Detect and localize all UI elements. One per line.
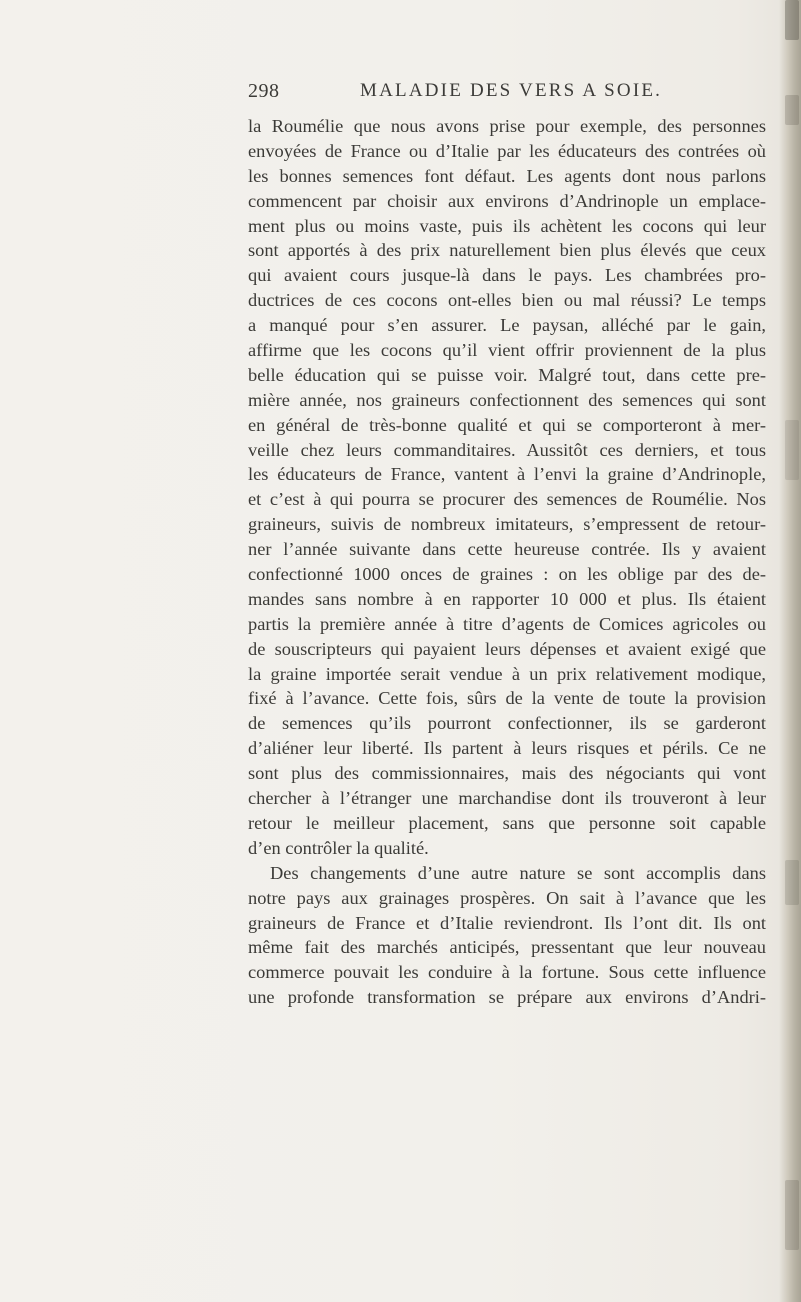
text-line: les bonnes semences font défaut. Les agents dont nous parlons (248, 165, 766, 186)
running-header (248, 80, 768, 110)
text-line: ductrices de ces cocons ont-elles bien ou mal réussi? Le temps (248, 290, 766, 311)
text-line: commerce pouvait les conduire à la fortune. Sous cette influence (248, 962, 766, 983)
text-line: la Roumélie que nous avons prise pour exemple, des personnes (248, 116, 766, 136)
text-line: Des changements d’une autre nature se sont accomplis dans (270, 862, 766, 883)
text-line: a manqué pour s’en assurer. Le paysan, alléché par le gain, (248, 315, 766, 336)
text-line: veille chez leurs commanditaires. Aussitôt ces derniers, et tous (248, 439, 766, 460)
edge-stain (785, 95, 799, 125)
text-line: sont apportés à des prix naturellement bien plus élevés que ceux (248, 240, 766, 261)
text-line: graineurs de France et d’Italie reviendront. Ils l’ont dit. Ils ont (248, 912, 766, 933)
text-line: la graine importée serait vendue à un prix relativement modique, (248, 663, 766, 684)
text-line: chercher à l’étranger une marchandise dont ils trouveront à leur (248, 788, 766, 809)
text-line: partis la première année à titre d’agents de Comices agricoles ou (248, 613, 766, 634)
running-title: MALADIE DES VERS A SOIE. (360, 80, 663, 101)
text-line: commencent par choisir aux environs d’Andrinople un emplace- (248, 190, 766, 211)
text-line: confectionné 1000 onces de graines : on les oblige par des de- (248, 564, 766, 585)
paragraph (248, 114, 766, 861)
page-number: 298 (248, 80, 280, 102)
text-line: de souscripteurs qui payaient leurs dépenses et avaient exigé que (248, 638, 766, 659)
text-line: même fait des marchés anticipés, pressentant que leur nouveau (248, 937, 766, 958)
text-line: mandes sans nombre à en rapporter 10 000 et plus. Ils étaient (248, 588, 766, 609)
text-line: mière année, nos graineurs confectionnent des semences qui sont (248, 389, 766, 410)
text-line: graineurs, suivis de nombreux imitateurs, s’empressent de retour- (248, 514, 766, 535)
text-line: de semences qu’ils pourront confectionner, ils se garderont (248, 713, 766, 734)
text-line: envoyées de France ou d’Italie par les éducateurs des contrées où (248, 140, 766, 161)
text-line: fixé à l’avance. Cette fois, sûrs de la vente de toute la provision (248, 688, 766, 709)
edge-stain (785, 860, 799, 905)
edge-stain (785, 1180, 799, 1250)
text-line: en général de très-bonne qualité et qui se comporteront à mer- (248, 414, 766, 435)
page-edge-shadow (779, 0, 801, 1302)
text-line: d’en contrôler la qualité. (248, 837, 429, 858)
body-text (248, 114, 766, 1010)
text-line: retour le meilleur placement, sans que personne soit capable (248, 812, 766, 833)
text-line: affirme que les cocons qu’il vient offrir proviennent de la plus (248, 340, 766, 361)
text-line: ner l’année suivante dans cette heureuse contrée. Ils y avaient (248, 539, 766, 560)
text-line: d’aliéner leur liberté. Ils partent à leurs risques et périls. Ce ne (248, 738, 766, 759)
text-line: et c’est à qui pourra se procurer des semences de Roumélie. Nos (248, 489, 766, 510)
text-line: qui avaient cours jusque-là dans le pays. Les chambrées pro- (248, 265, 766, 286)
text-line: une profonde transformation se prépare aux environs d’Andri- (248, 987, 766, 1008)
text-line: notre pays aux grainages prospères. On sait à l’avance que les (248, 887, 766, 908)
edge-stain (785, 420, 799, 480)
edge-stain (785, 0, 799, 40)
text-line: les éducateurs de France, vantent à l’envi la graine d’Andrinople, (248, 464, 766, 485)
text-line: sont plus des commissionnaires, mais des négociants qui vont (248, 763, 766, 784)
paragraph (248, 861, 766, 1010)
text-line: belle éducation qui se puisse voir. Malgré tout, dans cette pre- (248, 364, 766, 385)
text-line: ment plus ou moins vaste, puis ils achètent les cocons qui leur (248, 215, 766, 236)
